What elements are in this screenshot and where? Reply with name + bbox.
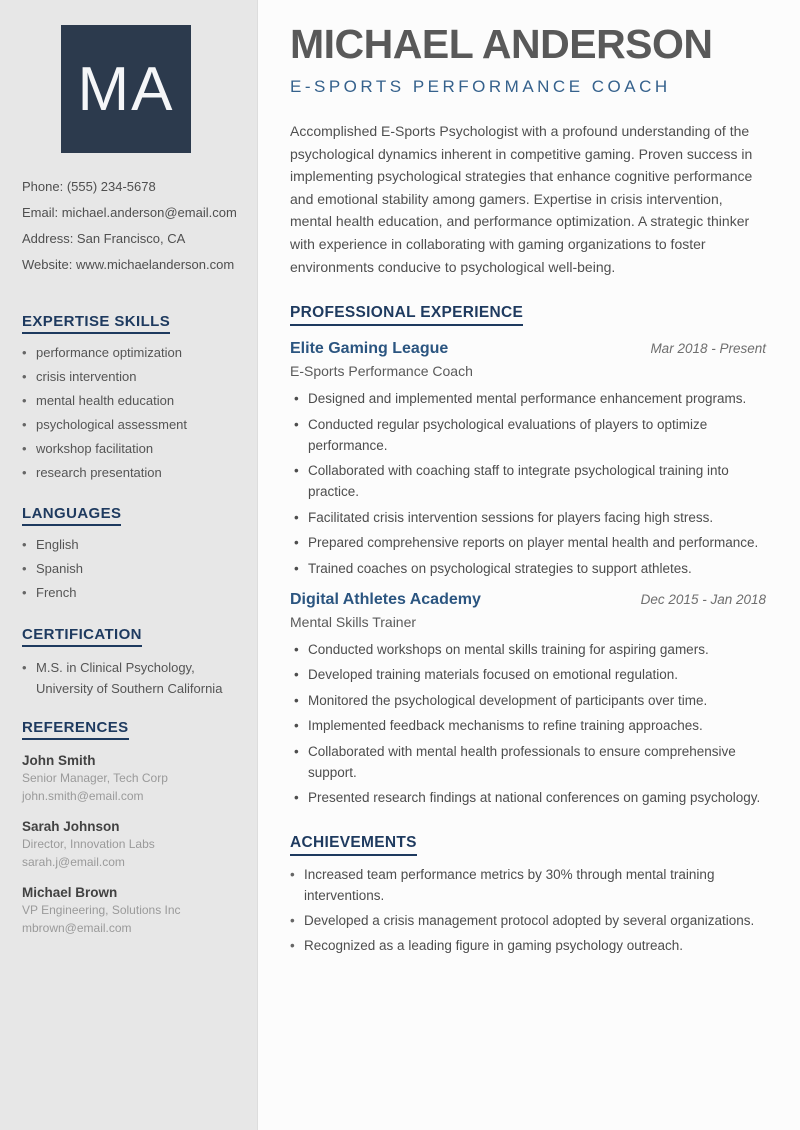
reference-email: mbrown@email.com [22, 921, 132, 935]
job-role: E-Sports Performance Coach [290, 363, 473, 380]
monogram-badge [61, 25, 191, 153]
reference-entry [22, 818, 241, 871]
summary-paragraph: Accomplished E-Sports Psychologist with a profound understanding of the psychological dynamics inherent in competitive gaming. Proven success in implementing psychological strategies that enhance cognitive performance and emotional stability among gamers. Expertise in crisis intervention, mental health education, and performance optimization. A strategic thinker with experience in collaborating with gaming organizations to foster environments conducive to psychological well-being. [290, 123, 753, 275]
certification-list [22, 657, 241, 699]
contact-website: Website: www.michaelanderson.com [22, 257, 235, 272]
language-item: • English [22, 536, 241, 553]
job-entry [290, 589, 766, 809]
contact-address: Address: San Francisco, CA [22, 231, 186, 246]
languages-heading: LANGUAGES [22, 505, 241, 526]
language-item: • Spanish [22, 560, 241, 577]
job-bullet: • Presented research findings at national conferences on gaming psychology. [290, 787, 766, 808]
reference-entry [22, 752, 241, 805]
job-company: Elite Gaming League [290, 340, 449, 358]
reference-role: Director, Innovation Labs [22, 837, 155, 851]
job-dates: Dec 2015 - Jan 2018 [640, 591, 766, 607]
job-bullet: • Facilitated crisis intervention sessions for players facing high stress. [290, 507, 766, 528]
job-bullet: • Implemented feedback mechanisms to refine training approaches. [290, 715, 766, 736]
achievement-item: • Increased team performance metrics by 30% through mental training interventions. [290, 864, 766, 906]
achievement-item: • Recognized as a leading figure in gaming psychology outreach. [290, 935, 766, 956]
reference-email: sarah.j@email.com [22, 855, 125, 869]
achievements-heading: ACHIEVEMENTS [290, 834, 766, 856]
job-bullet: • Monitored the psychological development of participants over time. [290, 690, 766, 711]
skill-item: • crisis intervention [22, 368, 241, 385]
certification-section [22, 626, 241, 699]
references-section [22, 719, 241, 937]
skills-heading: EXPERTISE SKILLS [22, 313, 241, 334]
job-company: Digital Athletes Academy [290, 590, 481, 608]
reference-email: john.smith@email.com [22, 789, 144, 803]
skill-item: • workshop facilitation [22, 440, 241, 457]
job-bullet: • Designed and implemented mental performance enhancement programs. [290, 388, 766, 409]
job-header [290, 589, 766, 610]
skill-item: • psychological assessment [22, 416, 241, 433]
reference-role: VP Engineering, Solutions Inc [22, 903, 181, 917]
job-bullet: • Developed training materials focused on emotional regulation. [290, 664, 766, 685]
contact-phone: Phone: (555) 234-5678 [22, 179, 156, 194]
certification-heading: CERTIFICATION [22, 626, 241, 647]
job-bullet-list [290, 388, 766, 579]
monogram-text: MA [77, 54, 175, 124]
job-bullet: • Trained coaches on psychological strategies to support athletes. [290, 558, 766, 579]
contact-email: Email: michael.anderson@email.com [22, 205, 237, 220]
achievement-item: • Developed a crisis management protocol adopted by several organizations. [290, 910, 766, 931]
reference-name: John Smith [22, 753, 96, 768]
languages-section [22, 505, 241, 601]
languages-list [22, 536, 241, 601]
job-bullet-list [290, 639, 766, 809]
skill-item: • mental health education [22, 392, 241, 409]
reference-entry [22, 884, 241, 937]
skill-item: • research presentation [22, 464, 241, 481]
job-role: Mental Skills Trainer [290, 613, 417, 630]
achievements-list [290, 864, 766, 956]
reference-name: Sarah Johnson [22, 819, 120, 834]
skill-item: • performance optimization [22, 344, 241, 361]
skills-section [22, 313, 241, 481]
main-content [258, 0, 800, 1130]
job-entry [290, 338, 766, 579]
reference-role: Senior Manager, Tech Corp [22, 771, 168, 785]
sidebar [0, 0, 258, 1130]
person-name: MICHAEL ANDERSON [290, 21, 713, 67]
skills-list [22, 344, 241, 481]
contact-info [22, 179, 241, 273]
certification-item: • M.S. in Clinical Psychology, University of Southern California [22, 657, 241, 699]
job-header [290, 338, 766, 359]
job-bullet: • Prepared comprehensive reports on player mental health and performance. [290, 532, 766, 553]
job-dates: Mar 2018 - Present [650, 341, 766, 357]
experience-heading: PROFESSIONAL EXPERIENCE [290, 304, 766, 326]
references-heading: REFERENCES [22, 719, 241, 740]
language-item: • French [22, 584, 241, 601]
job-bullet: • Collaborated with mental health professionals to ensure comprehensive support. [290, 741, 766, 783]
job-bullet: • Conducted workshops on mental skills training for aspiring gamers. [290, 639, 766, 660]
job-bullet: • Collaborated with coaching staff to integrate psychological training into practice. [290, 460, 766, 502]
person-title: E-SPORTS PERFORMANCE COACH [290, 77, 671, 96]
job-bullet: • Conducted regular psychological evaluations of players to optimize performance. [290, 414, 766, 456]
reference-name: Michael Brown [22, 885, 118, 900]
